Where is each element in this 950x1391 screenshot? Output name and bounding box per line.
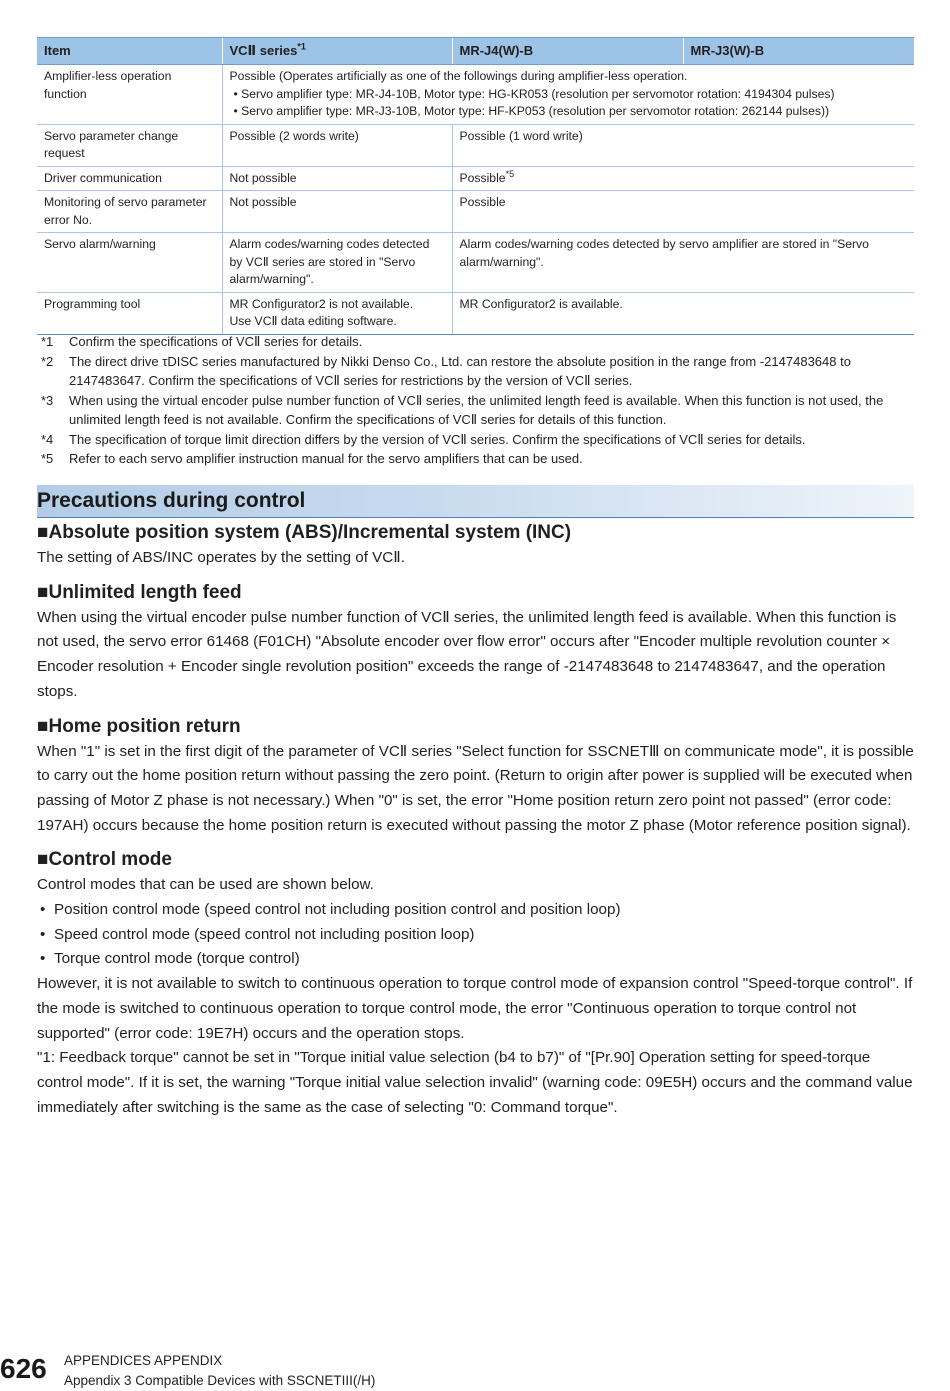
row-vc2-value: Possible (2 words write) [222, 124, 452, 166]
row-item: Servo alarm/warning [37, 233, 222, 293]
unlimited-heading: ■Unlimited length feed [37, 581, 242, 603]
row-item: Monitoring of servo parameter error No. [37, 191, 222, 233]
header-mr-j4: MR-J4(W)-B [452, 38, 683, 65]
footer-line-2: Appendix 3 Compatible Devices with SSCNETIII(/H) [64, 1373, 376, 1388]
home-text: When "1" is set in the first digit of the parameter of VCⅡ series "Select function for SSCNETⅢ on communicate mode", it is possible to carry out the home position return without passing the zero point. (Return to origin after power is supplied will be executed when passing of Motor Z phase is not necessary.) When "0" is set, the error "Home position return zero point not passed" (error code: 197AH) occurs because the home position return is executed without passing the motor Z phase (Motor reference position signal). [37, 742, 914, 834]
footnote: *5 Refer to each servo amplifier instruction manual for the servo amplifiers that can be used. [41, 451, 583, 466]
footnote: *1 Confirm the specifications of VCⅡ series for details. [41, 334, 363, 349]
row-value: Possible (Operates artificially as one of the followings during amplifier-less operation. • Servo amplifier type: MR-J4-10B, Motor type: HG-KR053 (resolution per servomotor rotation: 4194304 pulses) • Servo amplifier type: MR-J3-10B, Motor type: HF-KP053 (resolution per servomotor rotation: 262144 pulses)) [222, 65, 914, 125]
header-mr-j3: MR-J3(W)-B [683, 38, 914, 65]
table-row [37, 191, 914, 233]
footnote-ref: *5 [505, 168, 515, 179]
table-row [37, 233, 914, 293]
table-row [37, 65, 914, 125]
footnote-ref: *1 [297, 41, 306, 52]
footnote: *2 The direct drive τDISC series manufactured by Nikki Denso Co., Ltd. can restore the absolute position in the range from -2147483648 to 2147483647. Confirm the specifications of VCⅡ series for restrictions by the version of VCⅡ series. [41, 353, 851, 388]
row-item: Amplifier-less operation function [37, 65, 222, 125]
row-vc2-value: Alarm codes/warning codes detected by VCⅡ series are stored in "Servo alarm/warning". [222, 233, 452, 293]
header-vc2: VCⅡ series$^{*1}$ [222, 38, 452, 65]
row-item: Driver communication [37, 166, 222, 191]
header-item: Item [37, 38, 222, 65]
row-item: Servo parameter change request [37, 124, 222, 166]
footnote: *4 The specification of torque limit direction differs by the version of VCⅡ series. Confirm the specifications of VCⅡ series for details. [41, 431, 806, 447]
unlimited-text: When using the virtual encoder pulse number function of VCⅡ series, the unlimited length feed is available. When this function is not used, the servo error 61468 (F01CH) "Absolute encoder over flow error" occurs after "Encoder multiple revolution counter × Encoder resolution + Encoder single revolution position" exceeds the range of -2147483648 to 2147483647, and the operation stops. [37, 608, 897, 700]
abs-inc-heading: ■Absolute position system (ABS)/Incremental system (INC) [37, 522, 572, 543]
control-mode-intro: Control modes that can be used are shown below. [37, 876, 374, 894]
section-title-bar [37, 485, 914, 518]
row-mr-value: Possible [452, 191, 914, 233]
row-mr-value: MR Configurator2 is available. [452, 292, 914, 334]
row-vc2-value: MR Configurator2 is not available. Use VCⅡ data editing software. [222, 292, 452, 334]
control-mode-heading: ■Control mode [37, 849, 172, 871]
table-header-row [37, 38, 914, 65]
footnote: *3 When using the virtual encoder pulse number function of VCⅡ series, the unlimited length feed is available. When this function is not used, the unlimited length feed is not available. Confirm the specifications of VCⅡ series for details of this function. [41, 392, 884, 427]
row-mr-value: Alarm codes/warning codes detected by servo amplifier are stored in "Servo alarm/warning". [452, 233, 914, 293]
home-heading: ■Home position return [37, 715, 241, 737]
list-item: • Position control mode (speed control not including position control and position loop) [40, 901, 621, 919]
abs-inc-text: The setting of ABS/INC operates by the setting of VCⅡ. [37, 549, 405, 566]
footer-line-1: APPENDICES APPENDIX [64, 1353, 223, 1368]
footer-breadcrumb [64, 1351, 375, 1391]
control-mode-para1: However, it is not available to switch to continuous operation to torque control mode of expansion control "Speed-torque control". If the mode is switched to continuous operation to torque control mode, the error "Continuous operation to torque control not supported" (error code: 19E7H) occurs and the operation stops. [37, 975, 913, 1042]
spec-table [37, 37, 914, 335]
row-mr-value: Possible (1 word write) [452, 124, 914, 166]
table-row [37, 166, 914, 191]
row-vc2-value: Not possible [222, 191, 452, 233]
row-vc2-value: Not possible [222, 166, 452, 191]
row-item: Programming tool [37, 292, 222, 334]
control-mode-para2: "1: Feedback torque" cannot be set in "Torque initial value selection (b4 to b7)" of "[Pr.90] Operation setting for speed-torque control mode". If it is set, the warning "Torque initial value selection invalid" (warning code: 09E5H) occurs and the command value immediately after switching is the same as the case of selecting "0: Command torque". [37, 1049, 913, 1116]
row-mr-value: Possible$^{*5}$ [452, 166, 914, 191]
list-item: • Torque control mode (torque control) [40, 950, 300, 968]
list-item: • Speed control mode (speed control not including position loop) [40, 925, 475, 943]
table-row [37, 292, 914, 334]
footnotes [41, 332, 916, 469]
section-title: Precautions during control [37, 489, 306, 512]
page-number: 626 [0, 1353, 47, 1384]
main-content [37, 520, 914, 1120]
table-row [37, 124, 914, 166]
